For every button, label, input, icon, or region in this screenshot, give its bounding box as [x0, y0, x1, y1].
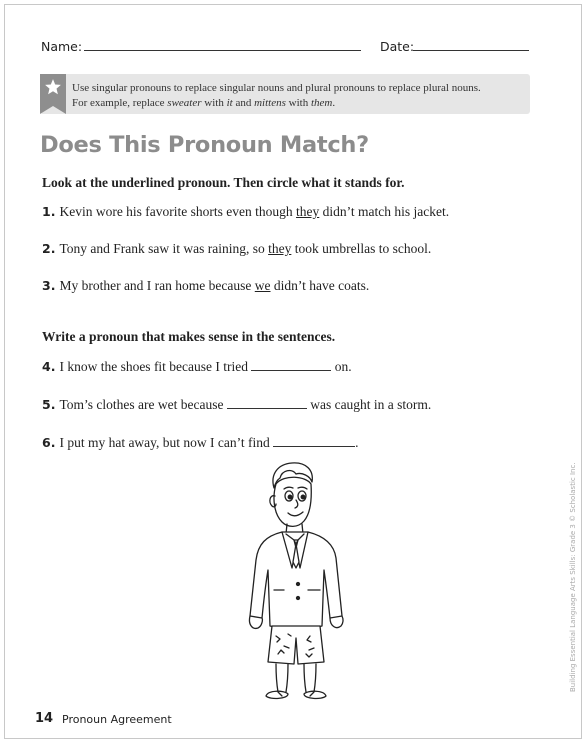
- question-number: 1.: [42, 204, 56, 219]
- page-number: 14: [35, 711, 54, 726]
- star-icon: [44, 78, 62, 96]
- answer-blank[interactable]: [227, 398, 307, 409]
- question-2: 2. Tony and Frank saw it was raining, so they took umbrellas to school.: [42, 241, 432, 256]
- copyright-credit: Building Essential Language Arts Skills: Grade 3 © Scholastic Inc.: [569, 462, 577, 692]
- date-line[interactable]: [413, 50, 529, 51]
- question-5: 5. Tom’s clothes are wet because was caught in a storm.: [42, 397, 432, 412]
- date-label: Date:: [380, 39, 415, 54]
- name-label: Name:: [41, 39, 83, 54]
- tip-text: [72, 81, 527, 111]
- page-title: Does This Pronoun Match?: [40, 132, 369, 158]
- instruction-1: Look at the underlined pronoun. Then circle what it stands for.: [42, 175, 405, 190]
- question-3: 3. My brother and I ran home because we didn’t have coats.: [42, 278, 370, 293]
- tip-flag-notch: [40, 106, 66, 114]
- underlined-pronoun[interactable]: they: [268, 241, 292, 256]
- underlined-pronoun[interactable]: we: [254, 278, 271, 293]
- question-number: 5.: [42, 397, 56, 412]
- question-number: 2.: [42, 241, 56, 256]
- tip-line-1: Use singular pronouns to replace singular nouns and plural pronouns to replace plural nouns.: [72, 82, 481, 94]
- answer-blank[interactable]: [251, 360, 331, 371]
- instruction-2: Write a pronoun that makes sense in the sentences.: [42, 329, 336, 344]
- question-1: 1. Kevin wore his favorite shorts even though they didn’t match his jacket.: [42, 204, 450, 219]
- boy-illustration: [222, 458, 368, 704]
- question-number: 4.: [42, 359, 56, 374]
- underlined-pronoun[interactable]: they: [296, 204, 320, 219]
- footer-section: Pronoun Agreement: [62, 713, 172, 726]
- tip-line-2: For example, replace sweater with it and mittens with them.: [72, 97, 336, 109]
- question-number: 6.: [42, 435, 56, 450]
- name-line[interactable]: [84, 50, 361, 51]
- question-number: 3.: [42, 278, 56, 293]
- answer-blank[interactable]: [273, 436, 355, 447]
- question-4: 4. I know the shoes fit because I tried on.: [42, 359, 352, 374]
- question-6: 6. I put my hat away, but now I can’t find .: [42, 435, 359, 450]
